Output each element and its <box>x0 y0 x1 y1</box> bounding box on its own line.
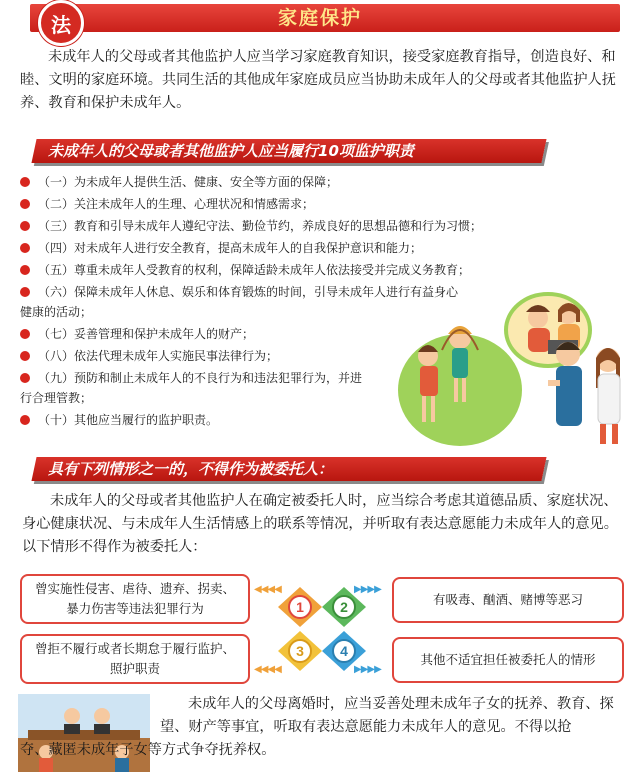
intro-paragraph: 未成年人的父母或者其他监护人应当学习家庭教育知识，接受家庭教育指导，创造良好、和睦、文明的家庭环境。共同生活的其他成年家庭成员应当协助未成年人的父母或者其他监护人抚养、教育和保护未成年人。 <box>20 49 616 111</box>
arrow-left-icon: ◀◀◀◀ <box>254 664 281 675</box>
situation-box-3: 曾拒不履行或者长期怠于履行监护、照护职责 <box>20 634 250 684</box>
arrow-left-icon: ◀◀◀◀ <box>254 584 281 595</box>
page-title: 家庭保护 <box>277 7 362 29</box>
bullet-icon <box>20 329 30 339</box>
duty-item: （五）尊重未成年人受教育的权利，保障适龄未成年人依法接受并完成义务教育； <box>20 260 470 280</box>
num-4: 4 <box>340 643 348 659</box>
bullet-icon <box>20 199 30 209</box>
arrow-right-icon: ▶▶▶▶ <box>354 664 381 675</box>
bullet-icon <box>20 415 30 425</box>
num-1: 1 <box>296 599 304 615</box>
divorce-paragraph-end: 夺、藏匿未成年子女等方式争夺抚养权。 <box>20 742 276 758</box>
section2-title: 具有下列情形之一的，不得作为被委托人： <box>48 460 334 478</box>
bullet-icon <box>20 243 30 253</box>
bullet-icon <box>20 373 30 383</box>
bullet-icon <box>20 351 30 361</box>
duty-item: （二）关注未成年人的生理、心理状况和情感需求； <box>20 194 314 214</box>
bullet-icon <box>20 265 30 275</box>
section2-paragraph: 未成年人的父母或者其他监护人在确定被委托人时，应当综合考虑其道德品质、家庭状况、身心健康状况、与未成年人生活情感上的联系等情况，并听取有表达意愿能力未成年人的意见。以下情形不得作为被委托人： <box>22 493 618 555</box>
duty-item: （八）依法代理未成年人实施民事法律行为； <box>20 346 278 366</box>
bullet-icon <box>20 287 30 297</box>
bullet-icon <box>20 177 30 187</box>
family-illustration <box>398 290 630 450</box>
law-logo <box>38 0 84 46</box>
duty-item: （六）保障未成年人休息、娱乐和体育锻炼的时间，引导未成年人进行有益身心 <box>20 282 458 302</box>
num-2: 2 <box>340 599 348 615</box>
duty-item: （十）其他应当履行的监护职责。 <box>20 410 218 430</box>
duty-item: （三）教育和引导未成年人遵纪守法、勤俭节约，养成良好的思想品德和行为习惯； <box>20 216 482 236</box>
logo-text: 法 <box>51 13 71 37</box>
header <box>0 0 640 38</box>
numbered-diamonds <box>270 585 374 675</box>
bullet-icon <box>20 221 30 231</box>
section1-title: 未成年人的父母或者其他监护人应当履行10项监护职责 <box>48 142 414 160</box>
duty-item: （九）预防和制止未成年人的不良行为和违法犯罪行为，并进 <box>20 368 362 388</box>
divorce-paragraph: 未成年人的父母离婚时，应当妥善处理未成年子女的抚养、教育、探望、财产等事宜，听取有表达意愿能力未成年人的意见。不得以抢 <box>160 696 614 735</box>
duty-item: （一）为未成年人提供生活、健康、安全等方面的保障； <box>20 172 338 192</box>
arrow-right-icon: ▶▶▶▶ <box>354 584 381 595</box>
duty-item: （四）对未成年人进行安全教育，提高未成年人的自我保护意识和能力； <box>20 238 422 258</box>
situation-box-4: 其他不适宜担任被委托人的情形 <box>392 637 624 683</box>
situation-box-2: 有吸毒、酗酒、赌博等恶习 <box>392 577 624 623</box>
section1-banner <box>24 137 564 163</box>
duty-item: （七）妥善管理和保护未成年人的财产； <box>20 324 254 344</box>
section2-banner <box>24 455 564 481</box>
situation-box-1: 曾实施性侵害、虐待、遗弃、拐卖、暴力伤害等违法犯罪行为 <box>20 574 250 624</box>
num-3: 3 <box>296 643 304 659</box>
duty-item-continued: 健康的活动； <box>20 305 93 319</box>
duty-item-continued: 行合理管教； <box>20 391 93 405</box>
